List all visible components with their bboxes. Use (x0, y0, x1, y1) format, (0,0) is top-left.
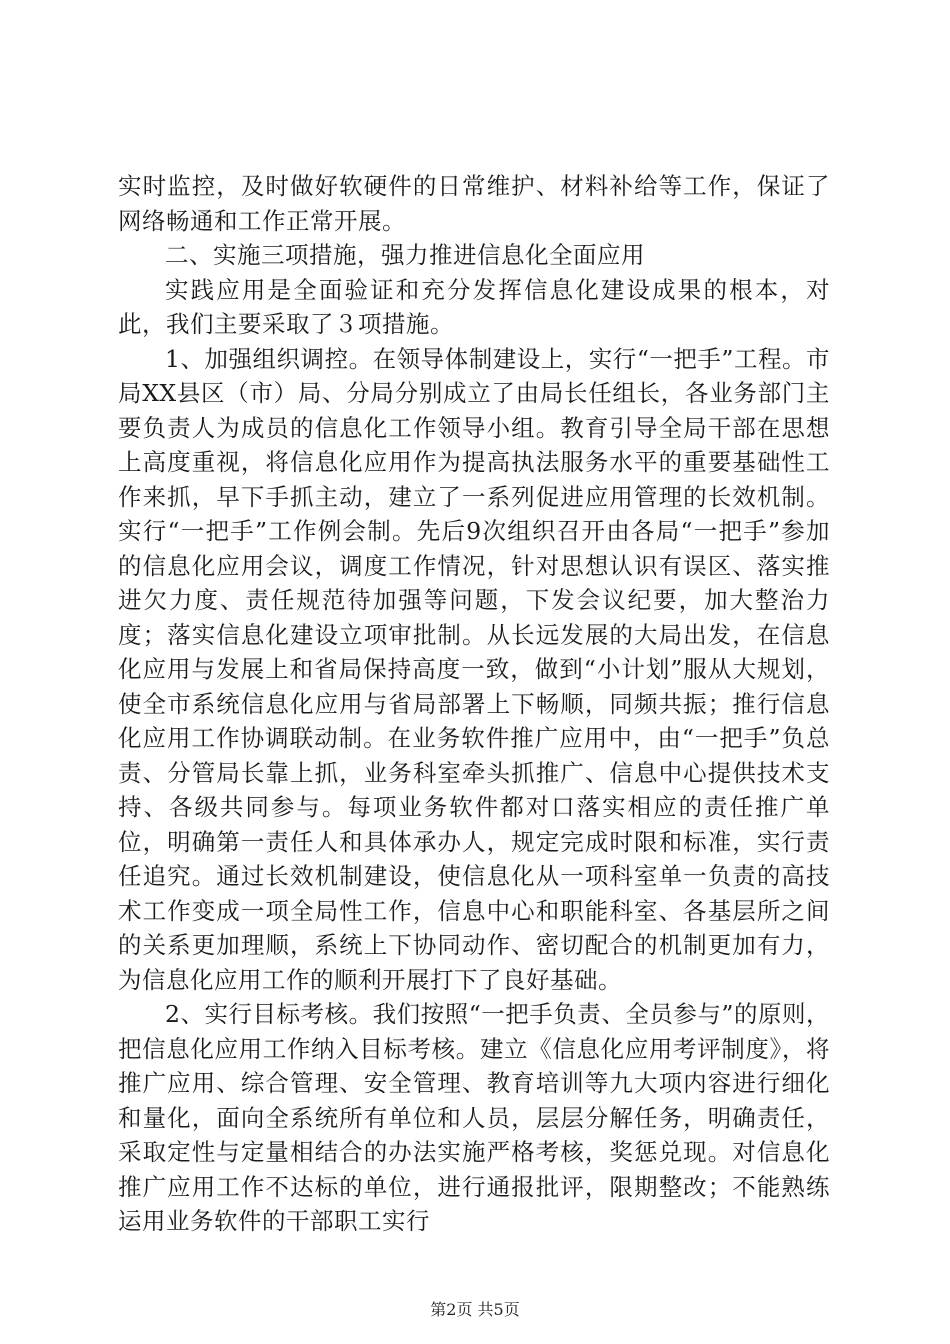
paragraph-3: 1、加强组织调控。在领导体制建设上，实行“一把手”工程。市局XX县区（市）局、分局分别成立了由局长任组长，各业务部门主要负责人为成员的信息化工作领导小组。教育引导全局干部在思想上高度重视，将信息化应用作为提高执法服务水平的重要基础性工作来抓，早下手抓主动，建立了一系列促进应用管理的长效机制。实行“一把手”工作例会制。先后9次组织召开由各局“一把手”参加的信息化应用会议，调度工作情况，针对思想认识有误区、落实推进欠力度、责任规范待加强等问题，下发会议纪要，加大整治力度；落实信息化建设立项审批制。从长远发展的大局出发，在信息化应用与发展上和省局保持高度一致，做到“小计划”服从大规划，使全市系统信息化应用与省局部署上下畅顺，同频共振；推行信息化应用工作协调联动制。在业务软件推广应用中，由“一把手”负总责、分管局长靠上抓，业务科室牵头抓推广、信息中心提供技术支持、各级共同参与。每项业务软件都对口落实相应的责任推广单位，明确第一责任人和具体承办人，规定完成时限和标准，实行责任追究。通过长效机制建设，使信息化从一项科室单一负责的高技术工作变成一项全局性工作，信息中心和职能科室、各基层所之间的关系更加理顺，系统上下协同动作、密切配合的机制更加有力，为信息化应用工作的顺利开展打下了良好基础。 (118, 344, 830, 994)
page-footer: 第2页 共5页 (430, 1300, 520, 1319)
paragraph-4: 2、实行目标考核。我们按照“一把手负责、全员参与”的原则，把信息化应用工作纳入目标考核。建立《信息化应用考评制度》，将推广应用、综合管理、安全管理、教育培训等九大项内容进行细化和量化，面向全系统所有单位和人员，层层分解任务，明确责任，采取定性与定量相结合的办法实施严格考核，奖惩兑现。对信息化推广应用工作不达标的单位，进行通报批评，限期整改；不能熟练运用业务软件的干部职工实行 (118, 1000, 830, 1235)
paragraph-1: 实时监控，及时做好软硬件的日常维护、材料补给等工作，保证了网络畅通和工作正常开展。 (118, 172, 830, 235)
paragraph-2: 实践应用是全面验证和充分发挥信息化建设成果的根本，对此，我们主要采取了３项措施。 (118, 275, 830, 338)
document-body (118, 169, 830, 1239)
section-heading: 二、实施三项措施，强力推进信息化全面应用 (165, 241, 645, 269)
